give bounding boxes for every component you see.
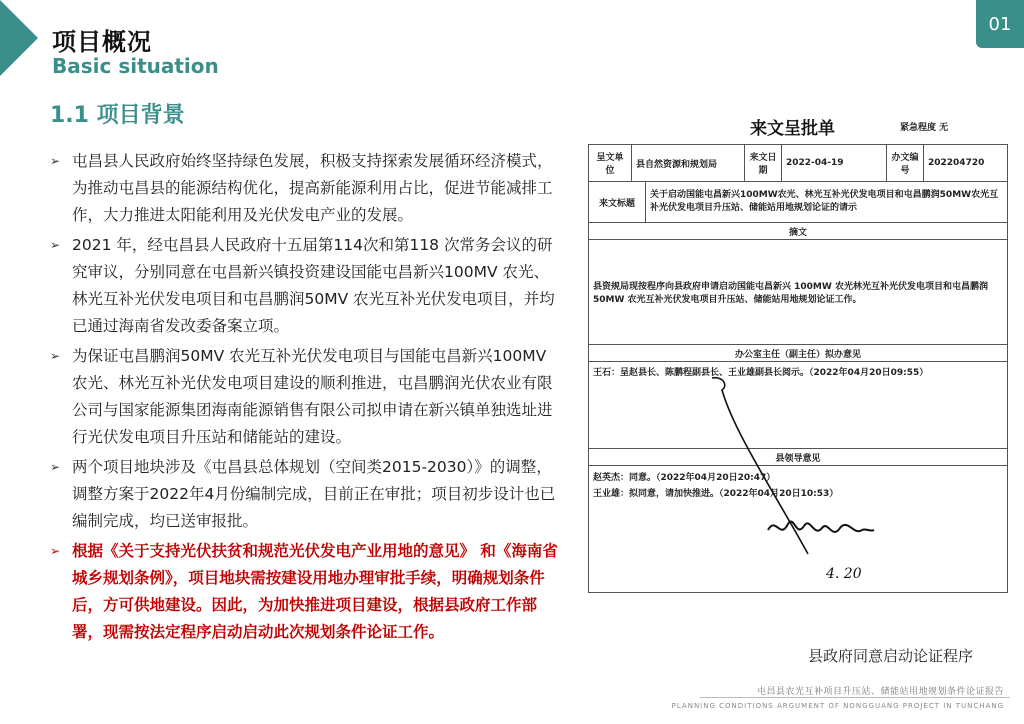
bullet-item-highlight [50,538,560,646]
sender-value: 县自然资源和规划局 [632,145,745,181]
office-value: 王石：呈赵县长、陈鹏程副县长、王业雄副县长阅示。（2022年04月20日09:55） [593,368,929,378]
summary-value: 县资规局现按程序向县政府申请启动国能屯昌新兴 100MW 农光林光互补光伏发电项目和屯昌鹏润 50MW 农光互补光伏发电项目升压站、储能站用地规划论证工作。 [593,282,988,305]
bullet-item [50,454,560,535]
footer-title-cn: 屯昌县农光互补项目升压站、储能站用地规划条件论证报告 [756,687,1004,697]
arrow-bullet-icon: ➢ [50,460,61,474]
document-row-office-head [589,345,1007,362]
document-row-summary-head [589,223,1007,240]
bullet-text: 两个项目地块涉及《屯昌县总体规划（空间类2015-2030）》的调整，调整方案于2022年4月份编制完成，目前正在审批；项目初步设计也已编制完成，均已送审报批。 [72,458,556,530]
sender-label: 呈文单位 [589,145,632,181]
urgency-label: 紧急程度 [900,123,937,133]
footer-divider [700,697,1010,698]
arrow-bullet-icon: ➢ [50,238,61,252]
urgency-value: 无 [939,123,949,133]
document-row-summary [589,240,1007,345]
bullet-list [50,148,560,649]
footer-title-en: PLANNING CONDITIONS ARGUMENT OF NONGGUANG PROJECT IN TUNCHANG [671,702,1004,710]
document-title: 来文呈批单 [750,119,835,139]
bullet-item [50,232,560,340]
arrow-bullet-icon: ➢ [50,349,61,363]
arrow-bullet-icon: ➢ [50,154,61,168]
date-value: 2022-04-19 [782,145,887,181]
leader-opinion-line: 赵英杰：同意。（2022年04月20日20:47） [593,473,776,483]
document-row-subject [589,182,1007,223]
office-label: 办公室主任（副主任）拟办意见 [734,349,861,360]
leader-opinion-line: 王业雄：拟同意，请加快推进。（2022年04月20日10:53） [593,489,839,499]
bullet-text: 为保证屯昌鹏润50MV 农光互补光伏发电项目与国能屯昌新兴100MV 农光、林光互补光伏发电项目建设的顺利推进，屯昌鹏润光伏农业有限公司与国家能源集团海南能源销售有限公司拟申请在新兴镇单独选址进行光伏发电项目升压站和储能站的建设。 [72,347,553,446]
subject-value: 关于启动国能屯昌新兴100MW农光、林光互补光伏发电项目和屯昌鹏润50MW农光互补光伏发电项目升压站、储能站用地规划论证的请示 [650,190,999,213]
page-title: 项目概况 [52,28,152,56]
handwritten-signature-icon [766,510,876,552]
page-subtitle: Basic situation [52,54,219,78]
document-row-header [589,145,1007,182]
section-title: 1.1 项目背景 [50,103,185,128]
bullet-text: 屯昌县人民政府始终坚持绿色发展，积极支持探索发展循环经济模式，为推动屯昌县的能源结构优化，提高新能源利用占比，促进节能减排工作，大力推进太阳能利用及光伏发电产业的发展。 [72,152,553,224]
leader-label: 县领导意见 [775,453,821,464]
summary-label: 摘文 [788,227,807,238]
bullet-item [50,148,560,229]
doc-no-label: 办文编号 [887,145,924,181]
bullet-text: 2021 年，经屯昌县人民政府十五届第114次和第118 次常务会议的研究审议，分别同意在屯昌新兴镇投资建设国能屯昌新兴100MV 农光、林光互补光伏发电项目和屯昌鹏润50MV 农光互补光伏发电项目，并均已通过海南省发改委备案立项。 [72,236,555,335]
arrow-bullet-icon: ➢ [50,544,61,558]
document-urgency [900,120,948,133]
bullet-item [50,343,560,451]
document-caption: 县政府同意启动论证程序 [808,647,974,665]
date-label: 来文日期 [745,145,782,181]
corner-triangle-decoration [0,0,38,76]
handwritten-date: 4. 20 [826,566,862,582]
bullet-text: 根据《关于支持光伏扶贫和规范光伏发电产业用地的意见》 和《海南省城乡规划条例》，项目地块需按建设用地办理审批手续，明确规划条件后，方可供地建设。因此，为加快推进项目建设，根据县政府工作部署，现需按法定程序启动启动此次规划条件论证工作。 [72,542,558,641]
subject-label: 来文标题 [589,182,646,222]
doc-no-value: 202204720 [928,158,985,168]
approval-document-image [584,110,1012,640]
page-number-badge: 01 [976,0,1024,48]
